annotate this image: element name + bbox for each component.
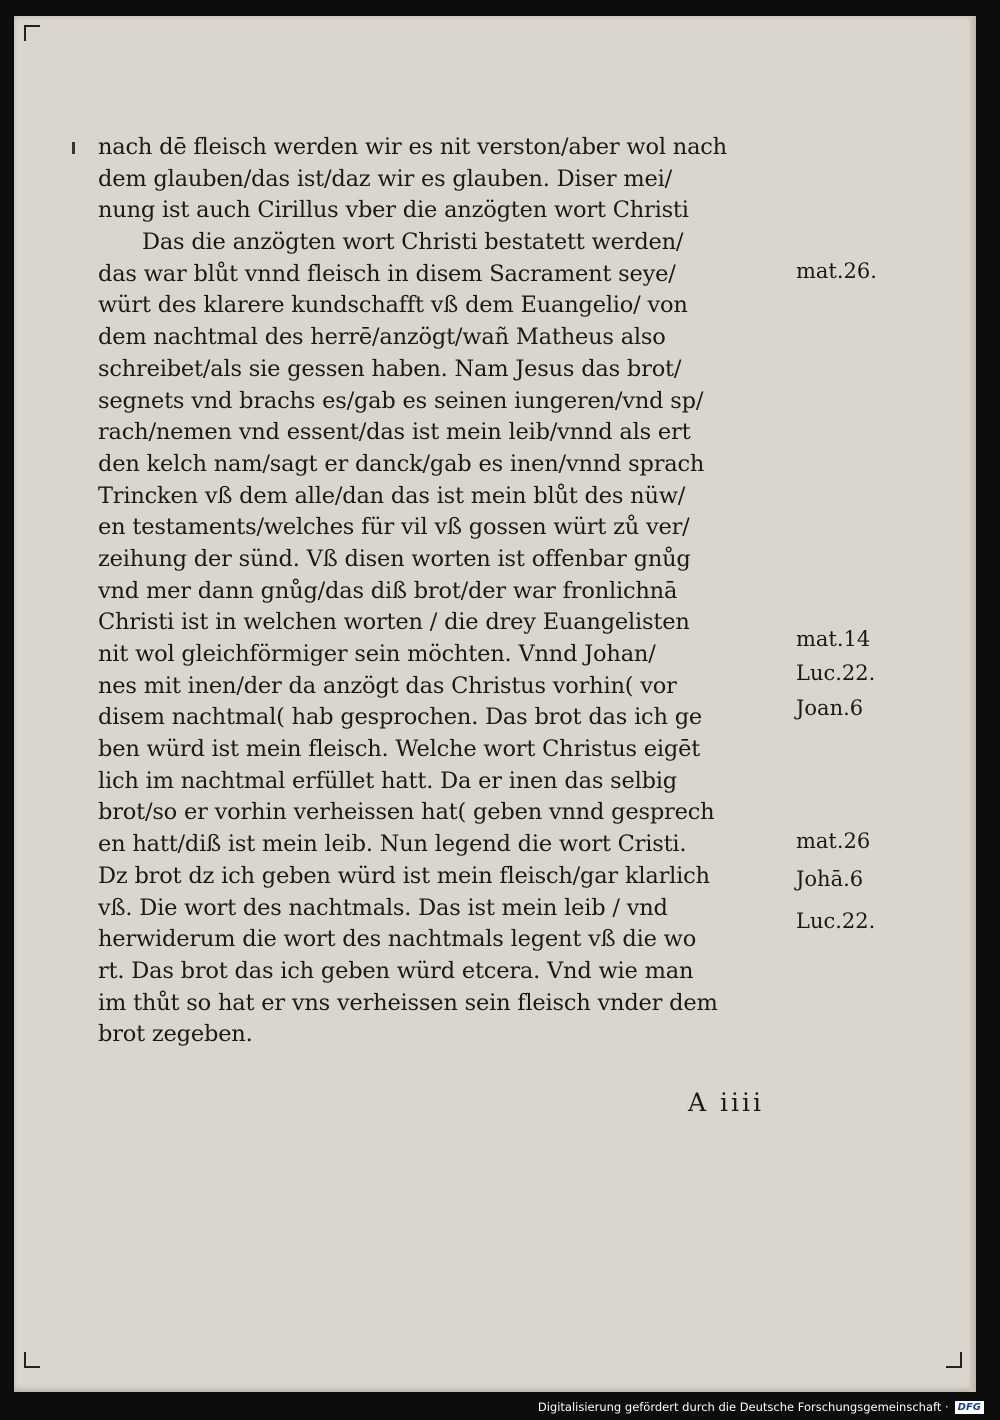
text-line: ben würd ist mein fleisch. Welche wort Christus eigēt <box>98 736 701 763</box>
ink-mark <box>72 142 75 154</box>
margin-note: Luc.22. <box>796 661 876 686</box>
text-line: Christi ist in welchen worten / die drey Euangelisten <box>98 609 690 636</box>
footer-bar <box>538 1398 984 1416</box>
text-line: en testaments/welches für vil vß gossen würt zů ver/ <box>98 514 690 541</box>
text-line: brot zegeben. <box>98 1021 253 1048</box>
text-line: brot/so er vorhin verheissen hat( geben vnnd gesprech <box>98 799 715 826</box>
text-line: würt des klarere kundschafft vß dem Euangelio/ von <box>98 292 688 319</box>
text-line: Dz brot dz ich geben würd ist mein fleisch/gar klarlich <box>98 862 710 889</box>
footer-credit: Digitalisierung gefördert durch die Deutsche Forschungsgemeinschaft · <box>537 1400 949 1414</box>
text-line: en hatt/diß ist mein leib. Nun legend die wort Cristi. <box>98 831 687 858</box>
text-line: vß. Die wort des nachtmals. Das ist mein leib / vnd <box>98 894 668 921</box>
text-line: nach dē fleisch werden wir es nit verston/aber wol nach <box>98 134 727 160</box>
text-line: dem glauben/das ist/daz wir es glauben. Diser mei/ <box>98 165 673 192</box>
margin-note: Joan.6 <box>796 696 864 721</box>
text-line: segnets vnd brachs es/gab es seinen iungeren/vnd sp/ <box>98 387 704 414</box>
main-text-block <box>98 132 798 1051</box>
text-line: im thůt so hat er vns verheissen sein fleisch vnder dem <box>98 989 718 1016</box>
text-line: lich im nachtmal erfüllet hatt. Da er inen das selbig <box>98 767 677 794</box>
signature-mark: A iiii <box>688 1088 764 1117</box>
margin-note: mat.26. <box>796 258 877 283</box>
margin-note: Luc.22. <box>796 908 876 933</box>
text-line: vnd mer dann gnůg/das diß brot/der war fronlichnā <box>98 577 678 604</box>
text-line: nit wol gleichförmiger sein möchten. Vnnd Johan/ <box>98 641 656 667</box>
text-line: zeihung der sünd. Vß disen worten ist offenbar gnůg <box>98 545 691 572</box>
text-line: rt. Das brot das ich geben würd etcera. Vnd wie man <box>98 957 694 984</box>
text-line: rach/nemen vnd essent/das ist mein leib/vnnd als ert <box>98 419 691 446</box>
dfg-logo: DFG <box>955 1401 984 1414</box>
text-line: das war blůt vnnd fleisch in disem Sacrament seye/ <box>98 260 676 287</box>
margin-note: Johā.6 <box>796 867 864 892</box>
crop-mark-bottom-left <box>24 1352 40 1368</box>
text-line: nung ist auch Cirillus vber die anzögten wort Christi <box>98 197 689 224</box>
text-line: Trincken vß dem alle/dan das ist mein blůt des nüw/ <box>98 482 686 509</box>
margin-note: mat.14 <box>796 626 871 651</box>
text-line: schreibet/als sie gessen haben. Nam Jesus das brot/ <box>98 355 682 382</box>
text-line: Das die anzögten wort Christi bestatett werden/ <box>142 229 684 256</box>
text-line: disem nachtmal( hab gesprochen. Das brot das ich ge <box>98 704 703 731</box>
crop-mark-bottom-right <box>946 1352 962 1368</box>
text-line: dem nachtmal des herrē/anzögt/wañ Matheus also <box>98 324 666 351</box>
text-line: den kelch nam/sagt er danck/gab es inen/vnnd sprach <box>98 450 705 477</box>
text-line: nes mit inen/der da anzögt das Christus vorhin( vor <box>98 672 677 699</box>
crop-mark-top-left <box>24 25 40 41</box>
text-line: herwiderum die wort des nachtmals legent vß die wo <box>98 926 697 953</box>
margin-note: mat.26 <box>796 829 871 854</box>
